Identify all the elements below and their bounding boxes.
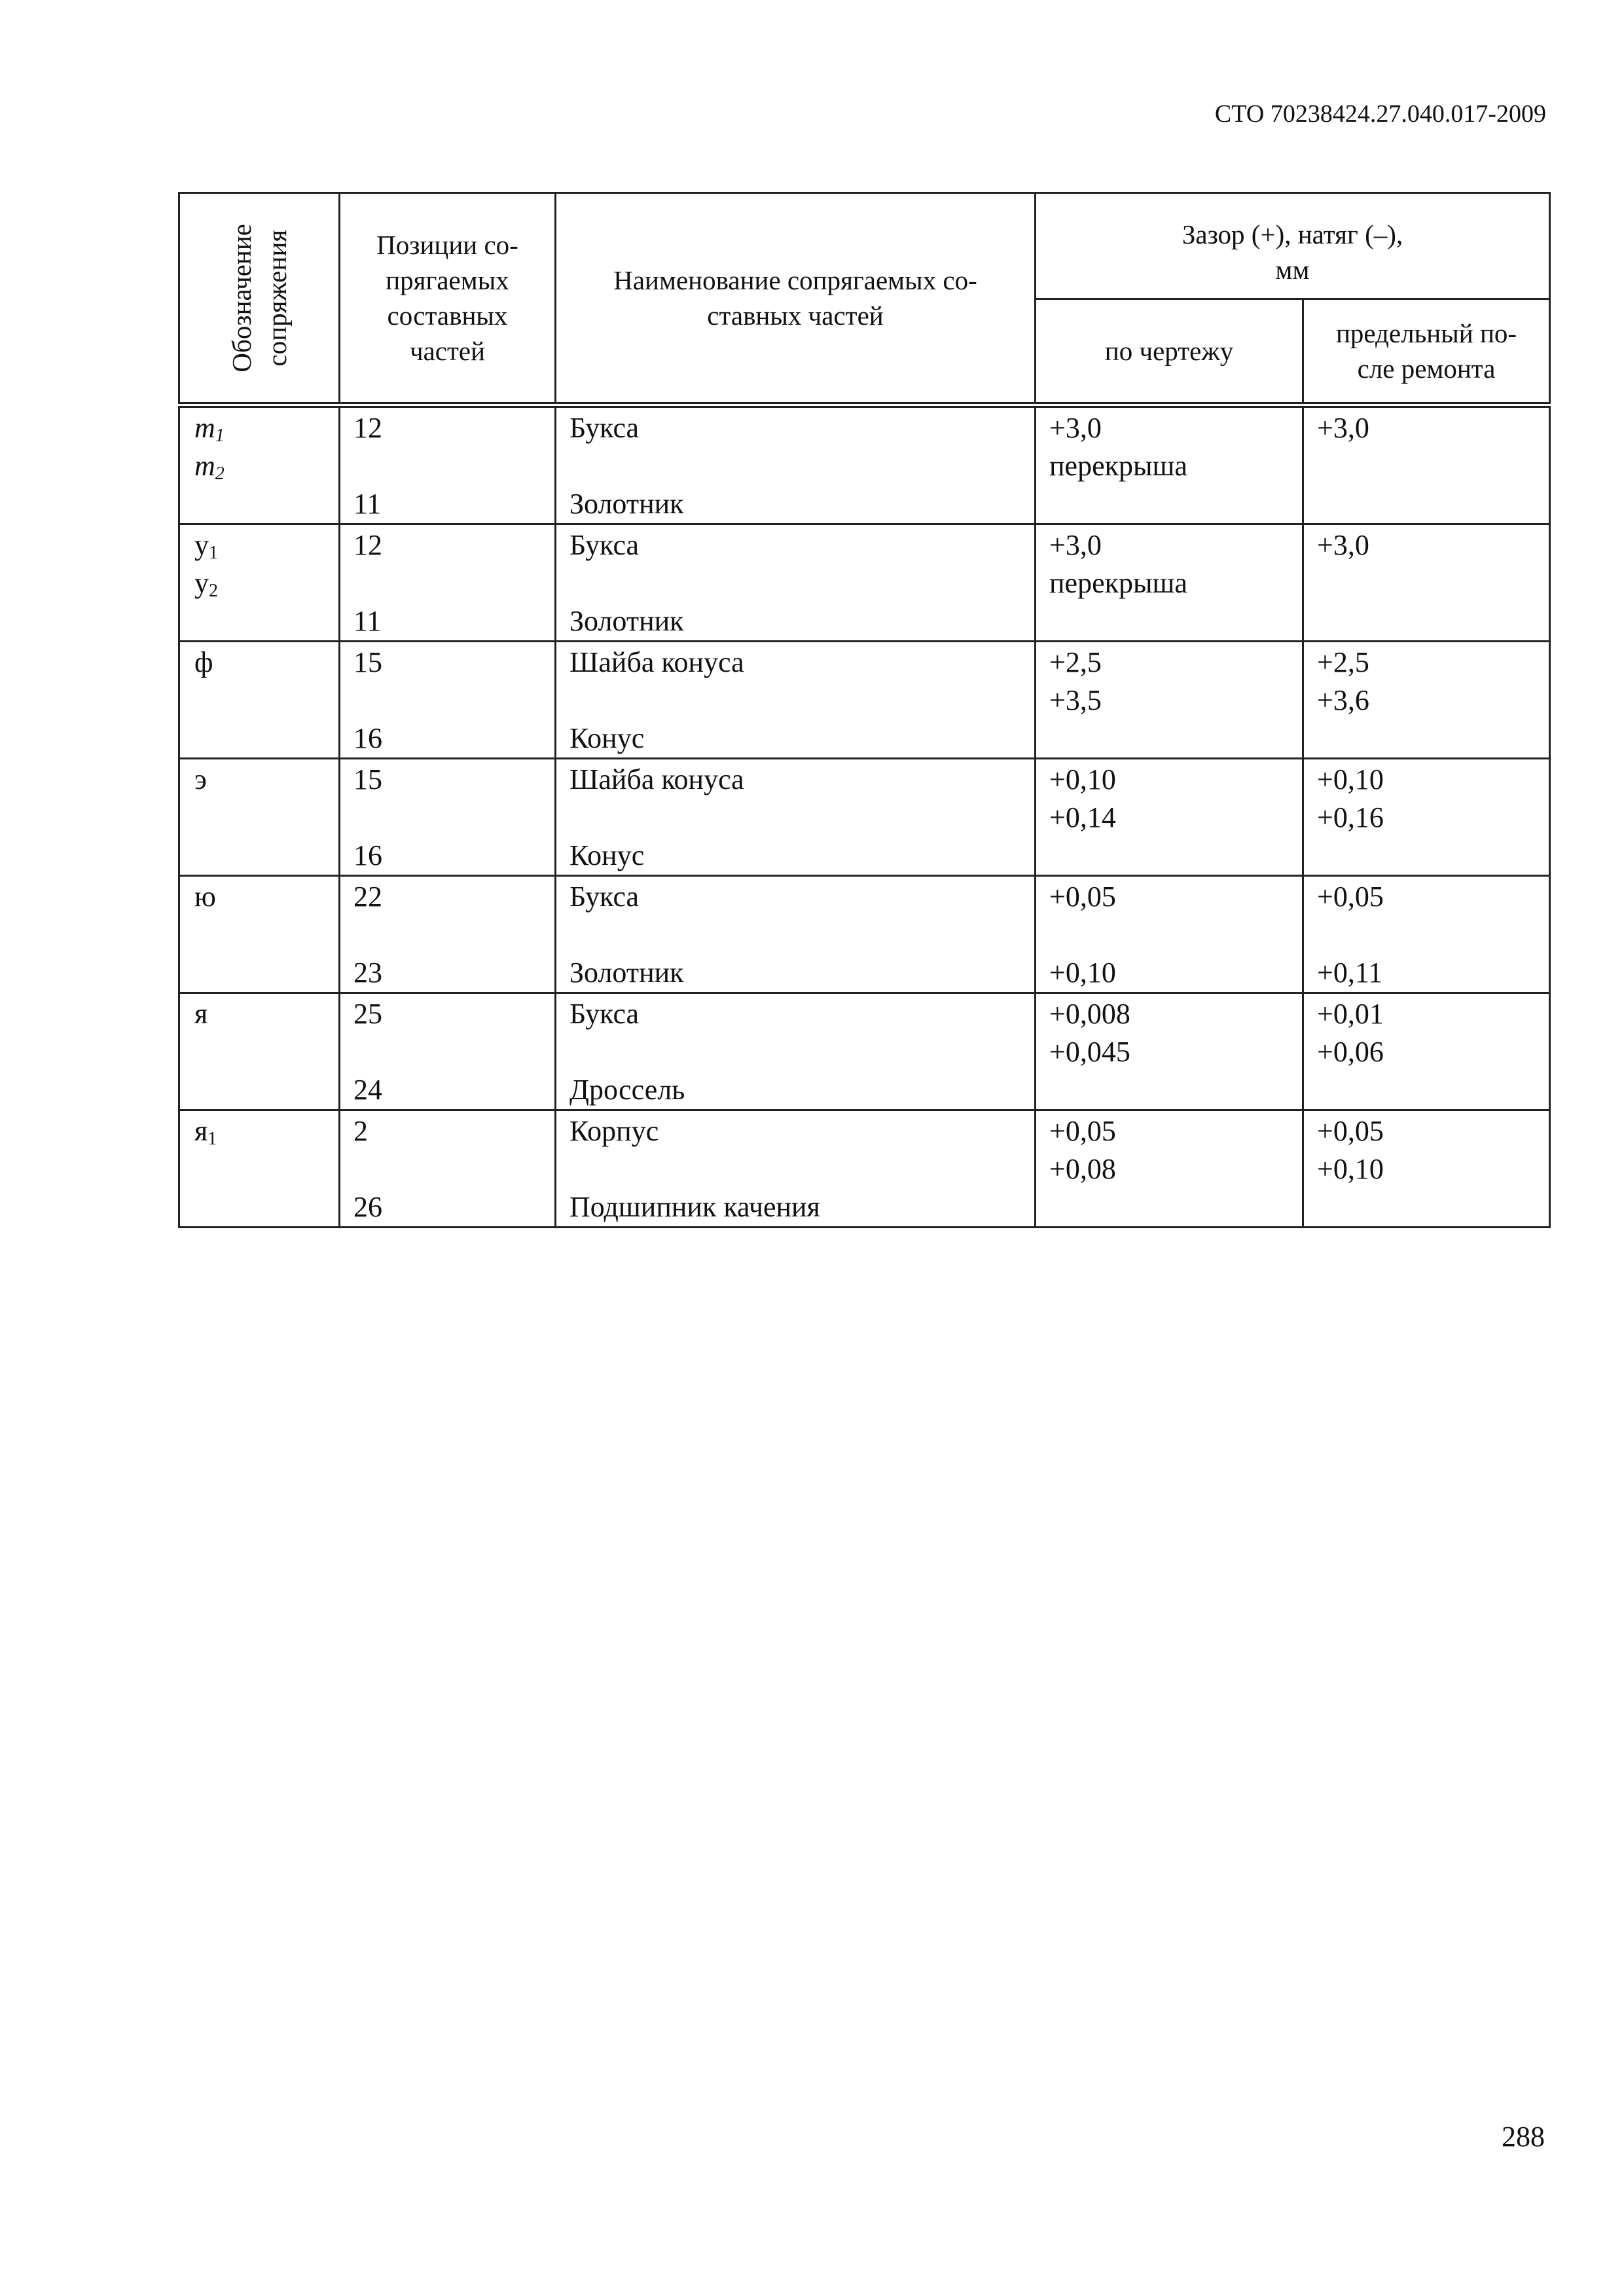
- part-names-cell: Шайба конуса Конус: [556, 759, 1036, 876]
- positions-cell: 15 16: [340, 642, 556, 759]
- positions-cell: 2 26: [340, 1110, 556, 1228]
- positions-cell: 25 24: [340, 993, 556, 1110]
- table-row: [179, 524, 1550, 642]
- designation-cell: $m_1$ $m_2$: [179, 405, 340, 524]
- header-designation: Обозначение сопряжения: [179, 193, 340, 405]
- limit-after-repair-cell: +2,5 +3,6: [1303, 642, 1550, 759]
- positions-cell: 12 11: [340, 524, 556, 642]
- limit-after-repair-cell: +3,0: [1303, 405, 1550, 524]
- limit-after-repair-cell: +0,05 +0,11: [1303, 876, 1550, 993]
- by-drawing-cell: +0,05 +0,10: [1036, 876, 1303, 993]
- designation-cell: я: [179, 993, 340, 1110]
- table-row: [179, 1110, 1550, 1228]
- part-names-cell: Корпус Подшипник качения: [556, 1110, 1036, 1228]
- page-number: 288: [1502, 2121, 1545, 2153]
- header-positions: Позиции со- прягаемых составных частей: [340, 193, 556, 405]
- table-row: [179, 759, 1550, 876]
- positions-cell: 22 23: [340, 876, 556, 993]
- part-names-cell: Букса Золотник: [556, 405, 1036, 524]
- by-drawing-cell: +3,0 перекрыша: [1036, 524, 1303, 642]
- header-clearance: Зазор (+), натяг (–), мм: [1036, 193, 1550, 299]
- by-drawing-cell: +3,0 перекрыша: [1036, 405, 1303, 524]
- by-drawing-cell: +2,5 +3,5: [1036, 642, 1303, 759]
- part-names-cell: Букса Дроссель: [556, 993, 1036, 1110]
- by-drawing-cell: +0,008 +0,045: [1036, 993, 1303, 1110]
- table-row: [179, 405, 1550, 524]
- header-limit-after-repair: предельный по- сле ремонта: [1303, 299, 1550, 405]
- mating-clearance-table: [178, 192, 1551, 1228]
- limit-after-repair-cell: +0,05 +0,10: [1303, 1110, 1550, 1228]
- header-by-drawing: по чертежу: [1036, 299, 1303, 405]
- part-names-cell: Букса Золотник: [556, 524, 1036, 642]
- part-names-cell: Букса Золотник: [556, 876, 1036, 993]
- designation-cell: э: [179, 759, 340, 876]
- limit-after-repair-cell: +0,10 +0,16: [1303, 759, 1550, 876]
- part-names-cell: Шайба конуса Конус: [556, 642, 1036, 759]
- designation-cell: $у_1$ $у_2$: [179, 524, 340, 642]
- positions-cell: 12 11: [340, 405, 556, 524]
- designation-cell: $я_1$: [179, 1110, 340, 1228]
- table-row: [179, 876, 1550, 993]
- header-names: Наименование сопрягаемых со- ставных частей: [556, 193, 1036, 405]
- header-row: [179, 193, 1550, 299]
- by-drawing-cell: +0,05 +0,08: [1036, 1110, 1303, 1228]
- designation-cell: ю: [179, 876, 340, 993]
- limit-after-repair-cell: +0,01 +0,06: [1303, 993, 1550, 1110]
- by-drawing-cell: +0,10 +0,14: [1036, 759, 1303, 876]
- table-row: [179, 993, 1550, 1110]
- document-code: СТО 70238424.27.040.017-2009: [1214, 100, 1546, 128]
- limit-after-repair-cell: +3,0: [1303, 524, 1550, 642]
- table-row: [179, 642, 1550, 759]
- positions-cell: 15 16: [340, 759, 556, 876]
- designation-cell: ф: [179, 642, 340, 759]
